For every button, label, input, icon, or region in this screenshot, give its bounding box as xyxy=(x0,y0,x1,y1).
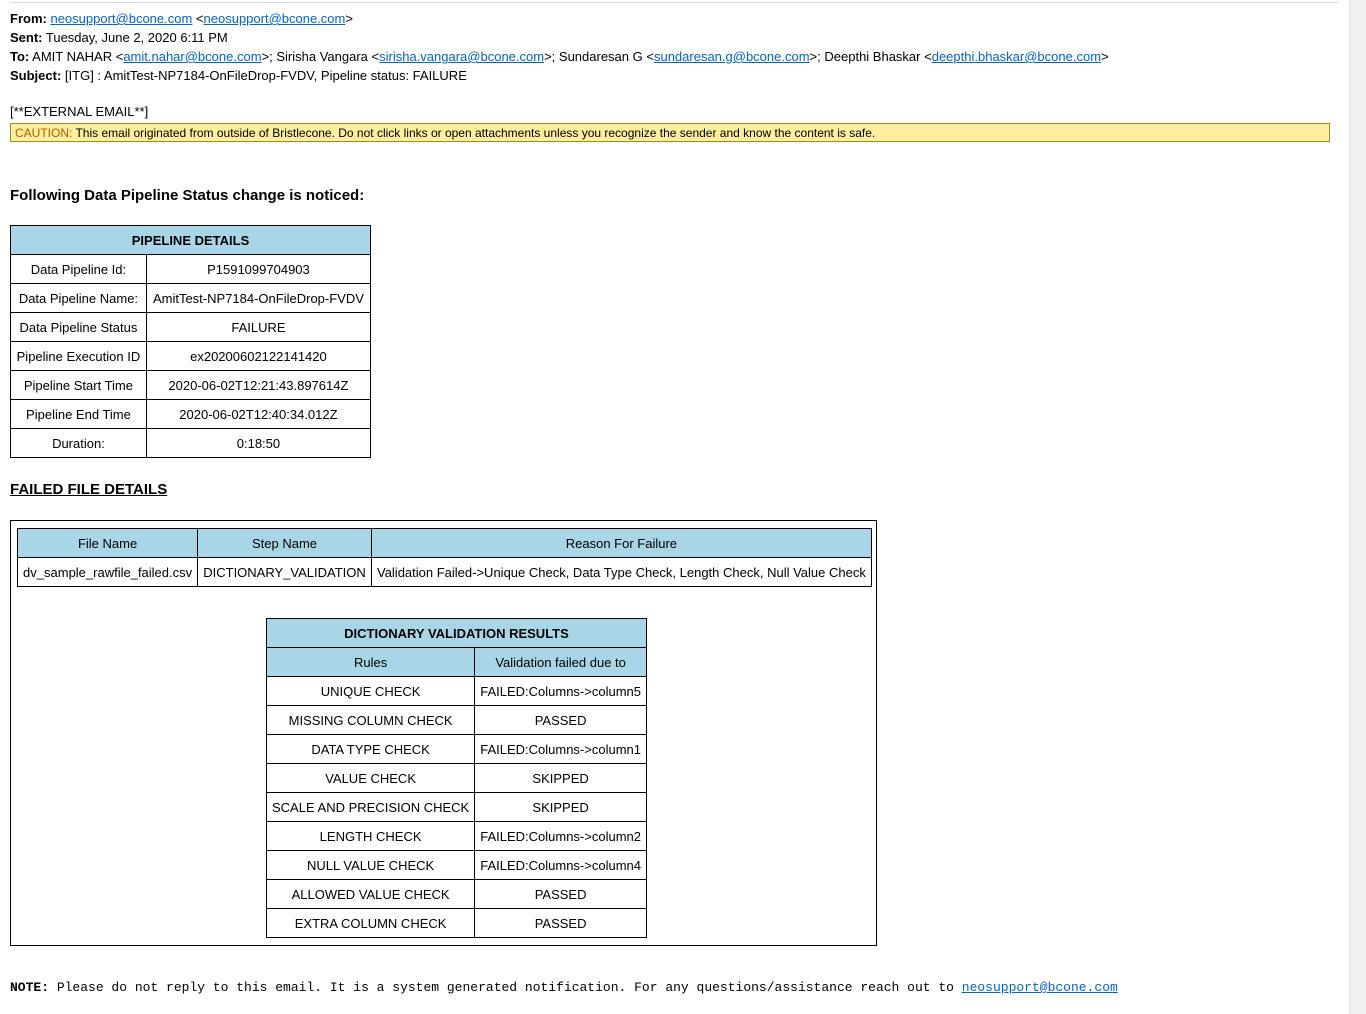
caution-banner xyxy=(10,123,1330,142)
file-name-cell: dv_sample_rawfile_failed.csv xyxy=(18,558,198,587)
pipeline-label: Pipeline Start Time xyxy=(11,371,147,400)
pipeline-label: Data Pipeline Name: xyxy=(11,284,147,313)
rule-cell: DATA TYPE CHECK xyxy=(267,735,475,764)
pipeline-details-table xyxy=(10,225,371,458)
result-cell: PASSED xyxy=(475,706,647,735)
note-label: NOTE: xyxy=(10,980,50,995)
result-cell: FAILED:Columns->column5 xyxy=(475,677,647,706)
failed-file-table xyxy=(17,528,872,587)
result-cell: PASSED xyxy=(475,909,647,938)
column-header: Reason For Failure xyxy=(371,529,871,558)
to-line: To: AMIT NAHAR <amit.nahar@bcone.com>; Sirisha Vangara <sirisha.vangara@bcone.com>; Sundaresan G <sundaresan.g@bcone.com>; Deepthi Bhaskar <deepthi.bhaskar@bcone.com> xyxy=(10,49,1109,64)
vertical-scrollbar[interactable] xyxy=(1349,0,1366,1014)
top-divider xyxy=(10,2,1338,3)
table-row xyxy=(11,255,371,284)
table-header-row xyxy=(18,529,872,558)
pipeline-value: 0:18:50 xyxy=(146,429,370,458)
rule-cell: SCALE AND PRECISION CHECK xyxy=(267,793,475,822)
pipeline-label: Duration: xyxy=(11,429,147,458)
column-header: Step Name xyxy=(198,529,372,558)
table-row xyxy=(11,400,371,429)
recipient-email-link[interactable]: sirisha.vangara@bcone.com xyxy=(379,49,545,64)
column-header: Validation failed due to xyxy=(475,648,647,677)
table-row xyxy=(267,880,647,909)
recipient-email-link[interactable]: deepthi.bhaskar@bcone.com xyxy=(931,49,1102,64)
pipeline-label: Pipeline Execution ID xyxy=(11,342,147,371)
result-cell: FAILED:Columns->column4 xyxy=(475,851,647,880)
result-cell: FAILED:Columns->column1 xyxy=(475,735,647,764)
dictionary-validation-table xyxy=(266,618,647,938)
note-text: Please do not reply to this email. It is a system generated notification. For any questions/assistance reach out to xyxy=(49,980,962,995)
email-header xyxy=(10,9,1109,85)
sent-label: Sent: xyxy=(10,30,43,45)
pipeline-label: Data Pipeline Id: xyxy=(11,255,147,284)
caution-text: This email originated from outside of Bristlecone. Do not click links or open attachments unless you recognize the sender and know the content is safe. xyxy=(75,126,876,140)
column-header: Rules xyxy=(267,648,475,677)
external-email-tag: [**EXTERNAL EMAIL**] xyxy=(10,104,149,119)
table-row xyxy=(267,735,647,764)
table-row xyxy=(11,342,371,371)
subject-value: [ITG] : AmitTest-NP7184-OnFileDrop-FVDV, Pipeline status: FAILURE xyxy=(64,68,467,83)
table-row xyxy=(11,371,371,400)
from-line: From: neosupport@bcone.com <neosupport@bcone.com> xyxy=(10,11,353,26)
table-row xyxy=(267,909,647,938)
failed-file-section xyxy=(10,520,877,946)
table-row xyxy=(18,558,872,587)
footer-note xyxy=(10,980,1118,995)
recipient-name: Deepthi Bhaskar xyxy=(824,49,921,64)
result-cell: SKIPPED xyxy=(475,764,647,793)
failure-reason-cell: Validation Failed->Unique Check, Data Type Check, Length Check, Null Value Check xyxy=(371,558,871,587)
recipient-name: Sirisha Vangara xyxy=(276,49,368,64)
table-row xyxy=(267,677,647,706)
to-label: To: xyxy=(10,49,30,64)
rule-cell: VALUE CHECK xyxy=(267,764,475,793)
failed-file-heading: FAILED FILE DETAILS xyxy=(10,481,168,498)
from-label: From: xyxy=(10,11,47,26)
table-row xyxy=(267,793,647,822)
from-name-link[interactable]: neosupport@bcone.com xyxy=(50,11,193,26)
pipeline-value: 2020-06-02T12:21:43.897614Z xyxy=(146,371,370,400)
table-row xyxy=(267,851,647,880)
result-cell: PASSED xyxy=(475,880,647,909)
pipeline-value: 2020-06-02T12:40:34.012Z xyxy=(146,400,370,429)
step-name-cell: DICTIONARY_VALIDATION xyxy=(198,558,372,587)
rule-cell: EXTRA COLUMN CHECK xyxy=(267,909,475,938)
recipient-email-link[interactable]: amit.nahar@bcone.com xyxy=(123,49,262,64)
table-row xyxy=(267,706,647,735)
table-row xyxy=(267,822,647,851)
sent-value: Tuesday, June 2, 2020 6:11 PM xyxy=(45,30,228,45)
status-heading: Following Data Pipeline Status change is noticed: xyxy=(10,187,365,204)
table-row xyxy=(11,313,371,342)
table-row xyxy=(11,429,371,458)
subject-label: Subject: xyxy=(10,68,62,83)
column-header: File Name xyxy=(18,529,198,558)
recipient-name: AMIT NAHAR xyxy=(32,49,113,64)
table-row xyxy=(267,764,647,793)
dictionary-table-title: DICTIONARY VALIDATION RESULTS xyxy=(267,619,647,648)
support-email-link[interactable]: neosupport@bcone.com xyxy=(961,980,1118,995)
table-row xyxy=(11,284,371,313)
subject-line xyxy=(10,66,1109,85)
table-header-row xyxy=(267,648,647,677)
pipeline-label: Pipeline End Time xyxy=(11,400,147,429)
pipeline-value: ex20200602122141420 xyxy=(146,342,370,371)
pipeline-value: FAILURE xyxy=(146,313,370,342)
rule-cell: UNIQUE CHECK xyxy=(267,677,475,706)
from-email-link[interactable]: neosupport@bcone.com xyxy=(203,11,346,26)
pipeline-table-title: PIPELINE DETAILS xyxy=(11,226,371,255)
rule-cell: ALLOWED VALUE CHECK xyxy=(267,880,475,909)
rule-cell: MISSING COLUMN CHECK xyxy=(267,706,475,735)
rule-cell: NULL VALUE CHECK xyxy=(267,851,475,880)
pipeline-value: P1591099704903 xyxy=(146,255,370,284)
rule-cell: LENGTH CHECK xyxy=(267,822,475,851)
pipeline-label: Data Pipeline Status xyxy=(11,313,147,342)
sent-line xyxy=(10,28,1109,47)
recipient-email-link[interactable]: sundaresan.g@bcone.com xyxy=(653,49,810,64)
recipient-name: Sundaresan G xyxy=(558,49,643,64)
result-cell: SKIPPED xyxy=(475,793,647,822)
pipeline-value: AmitTest-NP7184-OnFileDrop-FVDV xyxy=(146,284,370,313)
result-cell: FAILED:Columns->column2 xyxy=(475,822,647,851)
caution-label: CAUTION: xyxy=(15,126,73,140)
